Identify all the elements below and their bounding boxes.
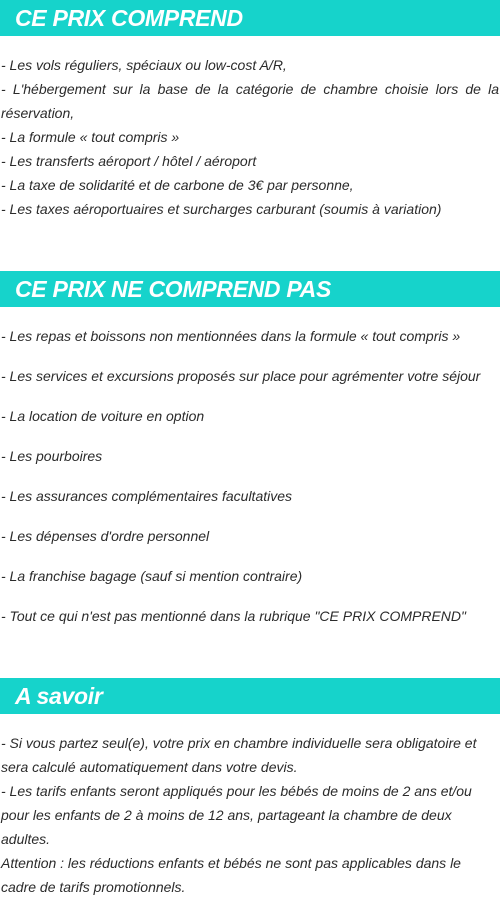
included-item: - La taxe de solidarité et de carbone de 3€ par personne, xyxy=(1,177,354,193)
excluded-item: - La franchise bagage (sauf si mention contraire) xyxy=(1,568,303,584)
excluded-list xyxy=(0,324,499,644)
good-to-know-item: - Si vous partez seul(e), votre prix en chambre individuelle sera obligatoire et sera calculé automatiquement dans votre devis. xyxy=(1,735,477,775)
excluded-item: - Les assurances complémentaires facultatives xyxy=(1,488,293,504)
good-to-know-list xyxy=(0,731,499,899)
good-to-know-section xyxy=(0,678,500,714)
included-item: - Les vols réguliers, spéciaux ou low-cost A/R, xyxy=(1,57,287,73)
included-item: - Les transferts aéroport / hôtel / aéroport xyxy=(1,153,257,169)
excluded-item: - Les dépenses d'ordre personnel xyxy=(1,528,210,544)
excluded-title: CE PRIX NE COMPREND PAS xyxy=(0,271,500,307)
good-to-know-title: A savoir xyxy=(0,678,500,714)
excluded-item: - La location de voiture en option xyxy=(1,408,205,424)
excluded-item: - Les services et excursions proposés sur place pour agrémenter votre séjour xyxy=(1,368,481,384)
included-item: - Les taxes aéroportuaires et surcharges carburant (soumis à variation) xyxy=(1,201,442,217)
excluded-item: - Les repas et boissons non mentionnées dans la formule « tout compris » xyxy=(1,328,461,344)
included-item: - L'hébergement sur la base de la catégorie de chambre choisie lors de la réservation, xyxy=(1,81,499,121)
good-to-know-item: Attention : les réductions enfants et bébés ne sont pas applicables dans le cadre de tarifs promotionnels. xyxy=(1,855,461,895)
included-item: - La formule « tout compris » xyxy=(1,129,180,145)
excluded-item: - Tout ce qui n'est pas mentionné dans la rubrique "CE PRIX COMPREND" xyxy=(1,608,466,624)
excluded-section xyxy=(0,271,500,307)
excluded-item: - Les pourboires xyxy=(1,448,103,464)
included-list xyxy=(0,53,499,221)
included-section xyxy=(0,0,500,36)
included-title: CE PRIX COMPREND xyxy=(0,0,500,36)
good-to-know-item: - Les tarifs enfants seront appliqués pour les bébés de moins de 2 ans et/ou pour les enfants de 2 à moins de 12 ans, partageant la chambre de deux adultes. xyxy=(1,783,472,847)
